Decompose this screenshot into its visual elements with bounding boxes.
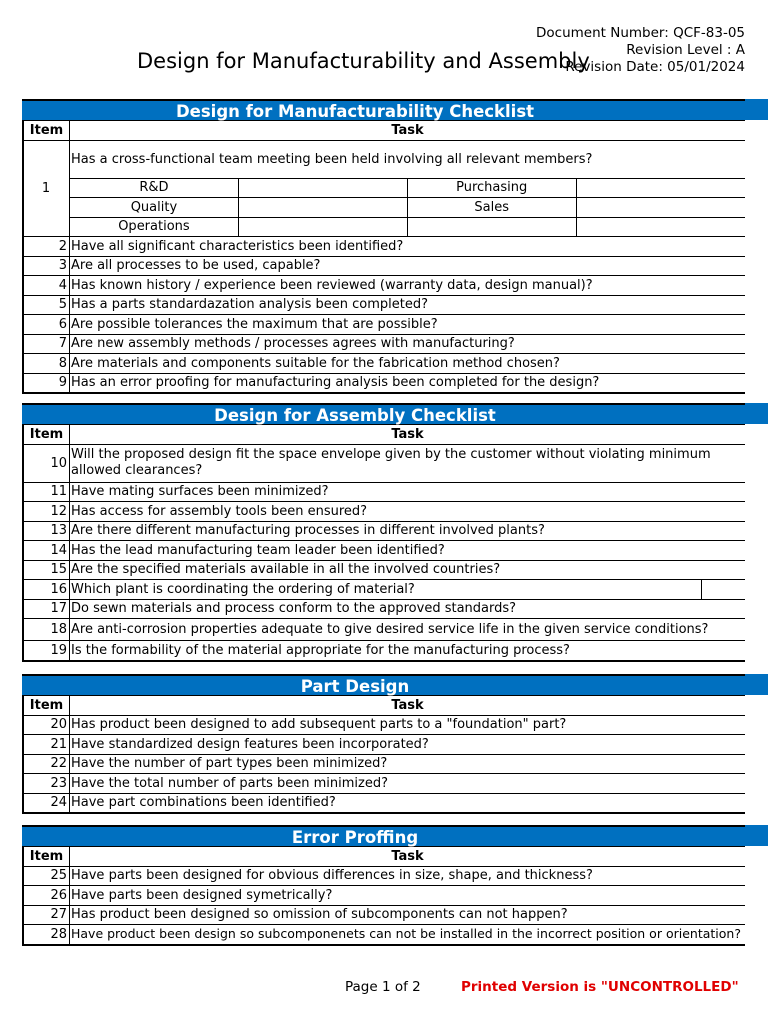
item-number: 2 — [23, 237, 70, 257]
task-text: Have mating surfaces been minimized? — [70, 482, 746, 502]
dfm-table — [22, 120, 745, 394]
item-column-header: Item — [23, 696, 70, 716]
task-text: Has product been designed so omission of subcomponents can not happen? — [70, 905, 746, 925]
item-column-header: Item — [23, 847, 70, 867]
error-proofing-table — [22, 846, 745, 946]
dfa-section — [22, 403, 768, 662]
role-label: R&D — [70, 178, 239, 198]
item-number: 24 — [23, 793, 70, 813]
item-number: 11 — [23, 482, 70, 502]
table-row — [23, 256, 745, 276]
table-row — [23, 295, 745, 315]
task-text: Has an error proofing for manufacturing analysis been completed for the design? — [70, 373, 746, 393]
table-row — [23, 444, 745, 482]
task-column-header: Task — [70, 425, 746, 445]
table-row — [23, 276, 745, 296]
task-text: Have part combinations been identified? — [70, 793, 746, 813]
task-text: Are the specified materials available in all the involved countries? — [70, 560, 746, 580]
item-number: 26 — [23, 886, 70, 906]
role-entry-field[interactable] — [238, 178, 407, 198]
task-text: Are new assembly methods / processes agrees with manufacturing? — [70, 334, 746, 354]
task-column-header: Task — [70, 121, 746, 141]
document-number: Document Number: QCF-83-05 — [536, 25, 745, 41]
dfm-section — [22, 99, 768, 394]
role-entry-field[interactable] — [238, 198, 407, 218]
table-row — [23, 521, 745, 541]
item-number: 4 — [23, 276, 70, 296]
table-row — [23, 886, 745, 906]
item-number: 28 — [23, 925, 70, 945]
table-header-row — [23, 121, 745, 141]
team-row — [23, 217, 745, 237]
task-text: Has product been designed to add subsequent parts to a "foundation" part? — [70, 715, 746, 735]
uncontrolled-warning: Printed Version is "UNCONTROLLED" — [461, 979, 739, 995]
task-text: Have standardized design features been incorporated? — [70, 735, 746, 755]
item-number: 15 — [23, 560, 70, 580]
item-number: 9 — [23, 373, 70, 393]
task-text: Are all processes to be used, capable? — [70, 256, 746, 276]
task-text: Are there different manufacturing processes in different involved plants? — [70, 521, 746, 541]
table-row — [23, 754, 745, 774]
table-row — [23, 140, 745, 178]
task-text: Are possible tolerances the maximum that are possible? — [70, 315, 746, 335]
role-entry-field[interactable] — [576, 217, 745, 237]
table-row — [23, 793, 745, 813]
table-header-row — [23, 696, 745, 716]
task-text: Which plant is coordinating the ordering of material? — [70, 580, 746, 600]
item-number: 17 — [23, 599, 70, 619]
item-number: 22 — [23, 754, 70, 774]
item-number: 25 — [23, 866, 70, 886]
item-number: 20 — [23, 715, 70, 735]
table-row — [23, 334, 745, 354]
item-number: 6 — [23, 315, 70, 335]
item-column-header: Item — [23, 121, 70, 141]
role-label: Sales — [407, 198, 576, 218]
document-title: Design for Manufacturability and Assembly — [137, 49, 590, 73]
task-text: Will the proposed design fit the space envelope given by the customer without violating minimum allowed clearances? — [70, 444, 746, 482]
item-number: 16 — [23, 580, 70, 600]
table-row — [23, 580, 745, 600]
item-number: 5 — [23, 295, 70, 315]
task-text: Do sewn materials and process conform to the approved standards? — [70, 599, 746, 619]
role-entry-field[interactable] — [238, 217, 407, 237]
role-label: Purchasing — [407, 178, 576, 198]
item-number: 13 — [23, 521, 70, 541]
task-column-header: Task — [70, 847, 746, 867]
table-row — [23, 354, 745, 374]
task-text: Have the number of part types been minimized? — [70, 754, 746, 774]
task-text: Have the total number of parts been minimized? — [70, 774, 746, 794]
item-number: 3 — [23, 256, 70, 276]
table-row — [23, 373, 745, 393]
revision-date: Revision Date: 05/01/2024 — [565, 59, 745, 75]
task-column-header: Task — [70, 696, 746, 716]
item-number: 18 — [23, 619, 70, 641]
table-header-row — [23, 847, 745, 867]
table-row — [23, 715, 745, 735]
error-proofing-section-title: Error Proffing — [22, 825, 768, 846]
revision-level: Revision Level : A — [626, 42, 745, 58]
task-text: Have parts been designed for obvious differences in size, shape, and thickness? — [70, 866, 746, 886]
task-text: Is the formability of the material appropriate for the manufacturing process? — [70, 641, 746, 661]
page-number: Page 1 of 2 — [345, 979, 421, 995]
item-number: 8 — [23, 354, 70, 374]
table-row — [23, 599, 745, 619]
task-text: Are anti-corrosion properties adequate to give desired service life in the given service conditions? — [70, 619, 746, 641]
table-row — [23, 925, 745, 945]
item-number: 10 — [23, 444, 70, 482]
part-design-section-title: Part Design — [22, 674, 768, 695]
table-row — [23, 237, 745, 257]
task-text: Has a cross-functional team meeting been held involving all relevant members? — [70, 140, 746, 178]
item-number: 23 — [23, 774, 70, 794]
task-text: Has a parts standardazation analysis been completed? — [70, 295, 746, 315]
table-row — [23, 619, 745, 641]
part-design-table — [22, 695, 745, 814]
dfm-section-title: Design for Manufacturability Checklist — [22, 99, 768, 120]
table-row — [23, 502, 745, 522]
role-entry-field[interactable] — [576, 178, 745, 198]
task-text: Has access for assembly tools been ensured? — [70, 502, 746, 522]
role-label: Operations — [70, 217, 239, 237]
table-row — [23, 905, 745, 925]
error-proofing-section — [22, 825, 768, 946]
table-row — [23, 541, 745, 561]
task-text: Have parts been designed symetrically? — [70, 886, 746, 906]
item-number: 12 — [23, 502, 70, 522]
table-row — [23, 560, 745, 580]
table-row — [23, 482, 745, 502]
table-row — [23, 774, 745, 794]
item-number: 19 — [23, 641, 70, 661]
team-row — [23, 198, 745, 218]
task-text: Have all significant characteristics been identified? — [70, 237, 746, 257]
item-number: 7 — [23, 334, 70, 354]
role-entry-field[interactable] — [407, 217, 576, 237]
task-text: Has known history / experience been reviewed (warranty data, design manual)? — [70, 276, 746, 296]
role-entry-field[interactable] — [576, 198, 745, 218]
item-number: 27 — [23, 905, 70, 925]
table-row — [23, 315, 745, 335]
dfa-table — [22, 424, 745, 662]
team-row — [23, 178, 745, 198]
table-header-row — [23, 425, 745, 445]
item-column-header: Item — [23, 425, 70, 445]
table-row — [23, 735, 745, 755]
item-number: 14 — [23, 541, 70, 561]
item-number: 1 — [23, 140, 70, 237]
table-row — [23, 866, 745, 886]
plant-entry-field[interactable] — [701, 580, 745, 599]
part-design-section — [22, 674, 768, 814]
role-label: Quality — [70, 198, 239, 218]
item-number: 21 — [23, 735, 70, 755]
table-row — [23, 641, 745, 661]
dfa-section-title: Design for Assembly Checklist — [22, 403, 768, 424]
task-text: Have product been design so subcomponenets can not be installed in the incorrect position or orientation? — [70, 925, 746, 945]
task-text: Are materials and components suitable for the fabrication method chosen? — [70, 354, 746, 374]
task-text: Has the lead manufacturing team leader been identified? — [70, 541, 746, 561]
